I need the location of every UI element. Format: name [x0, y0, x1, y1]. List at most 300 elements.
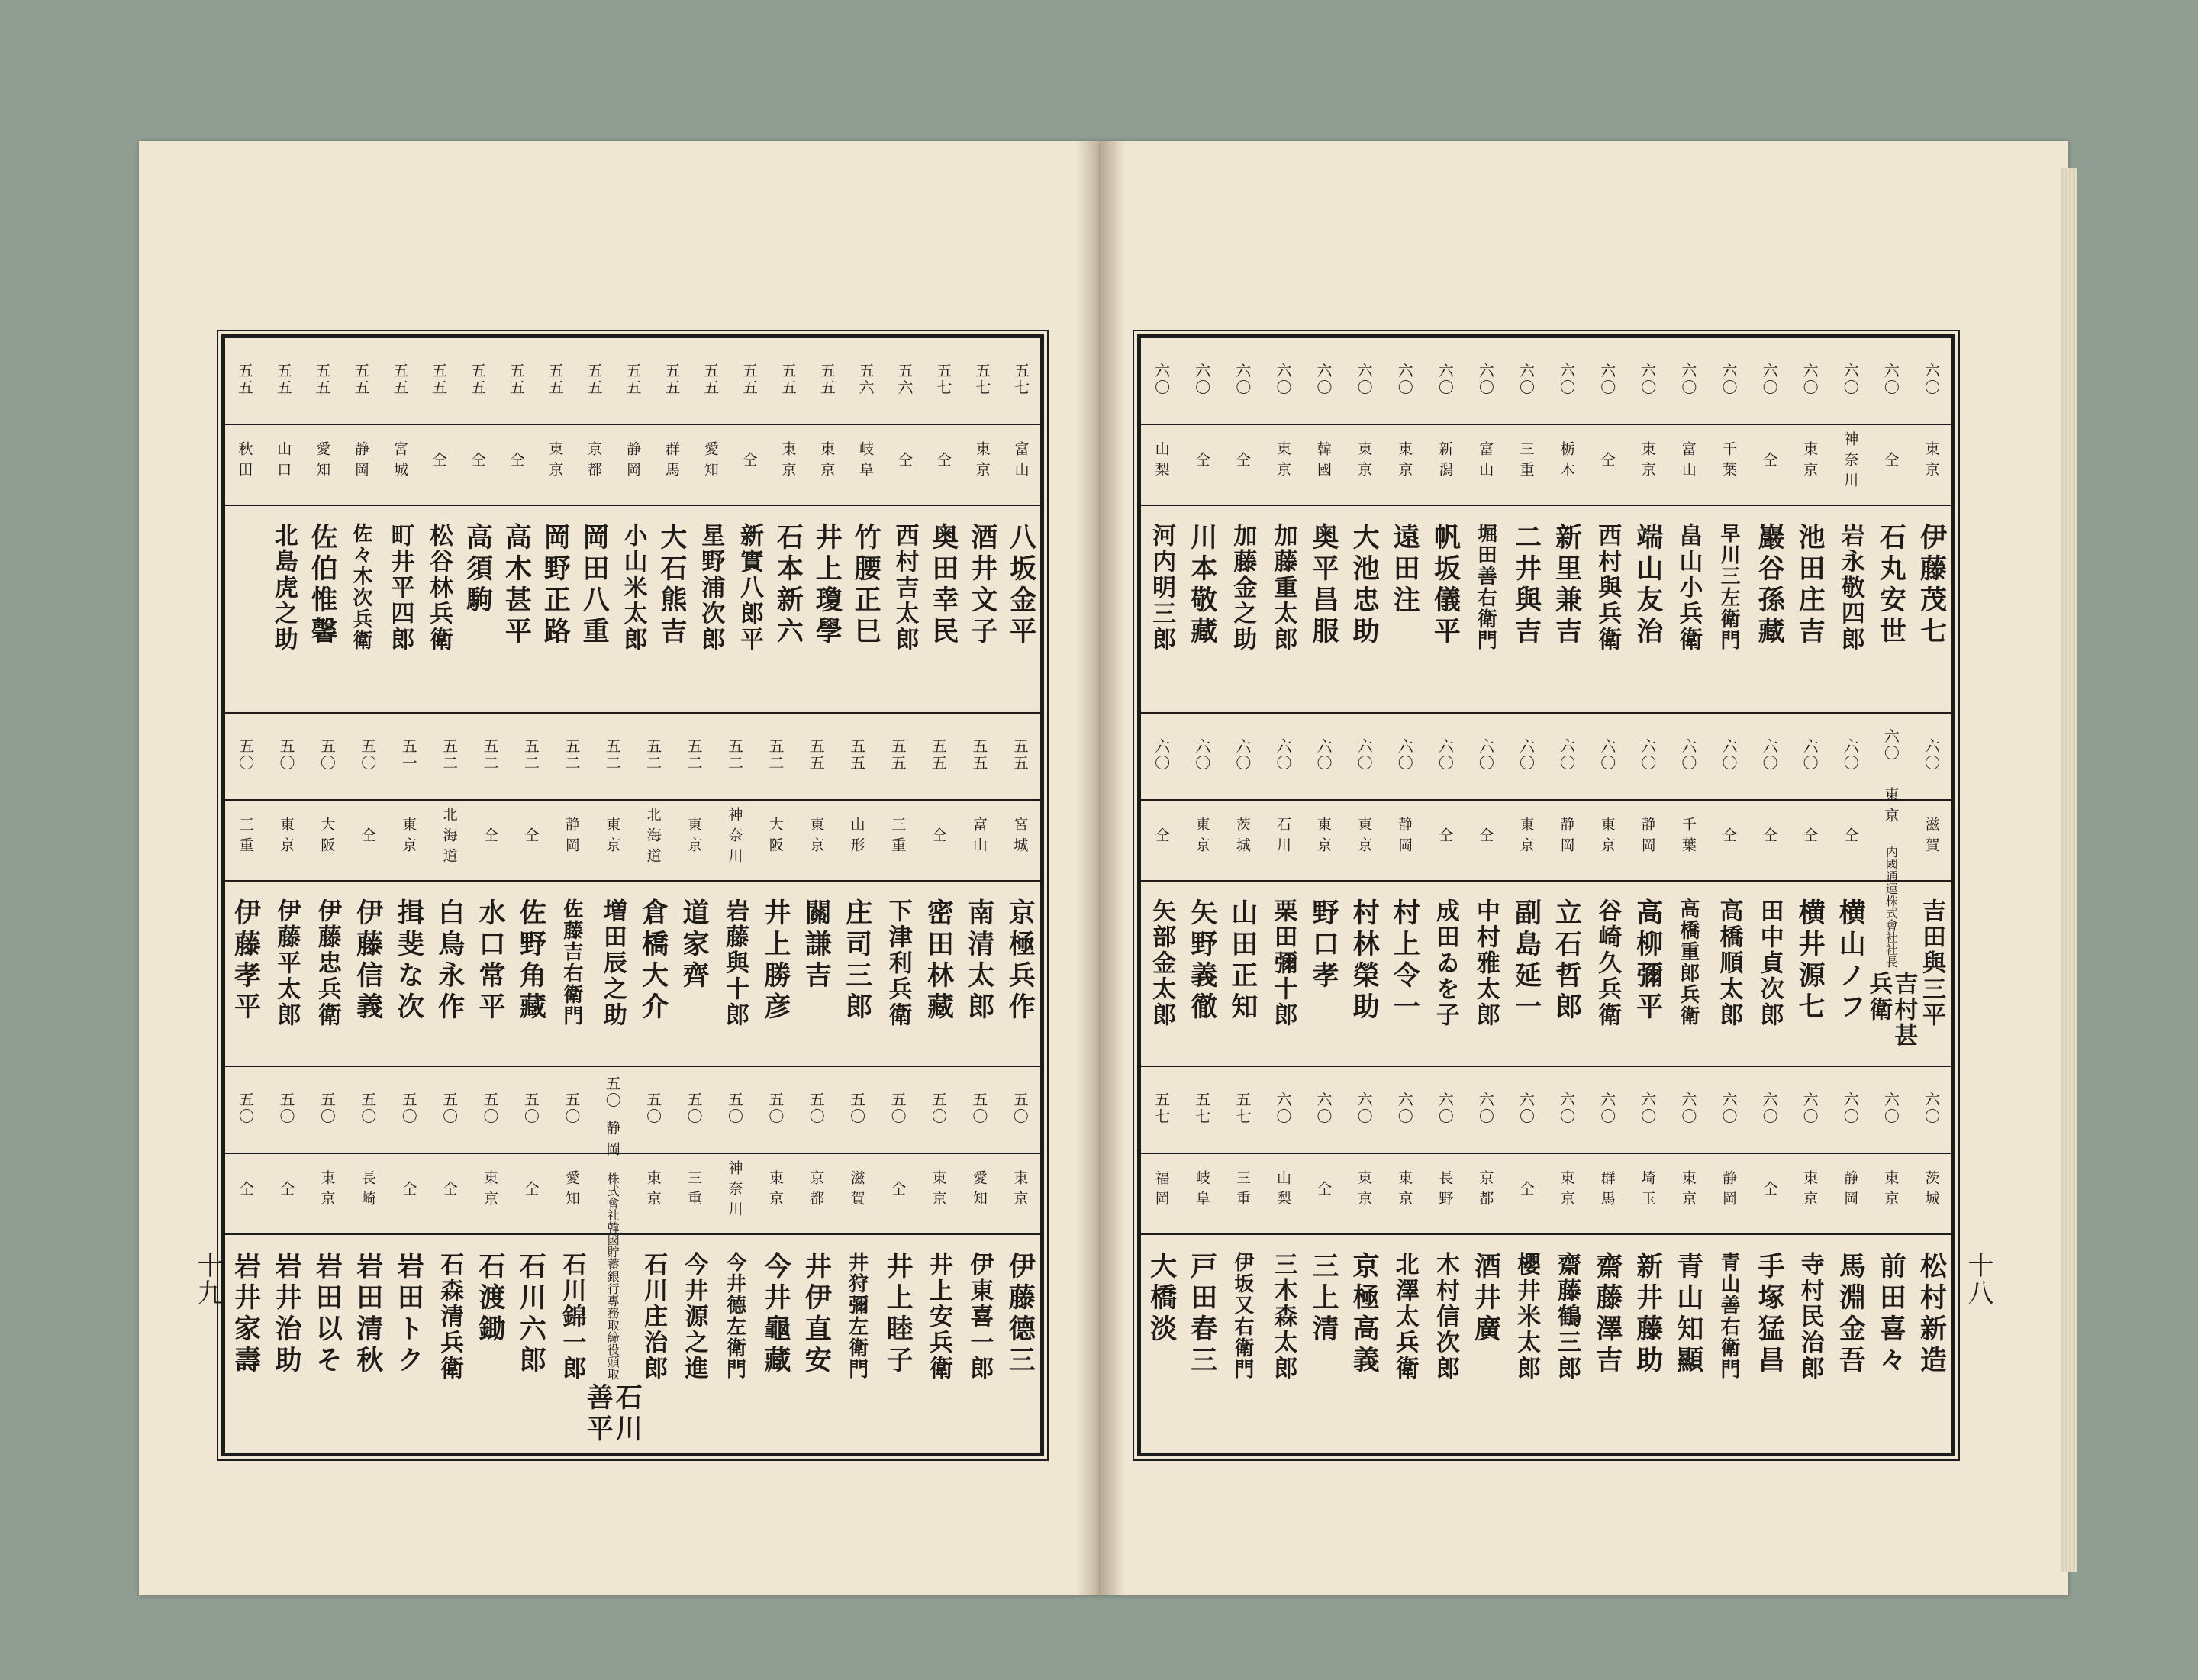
entry-name: 加藤金之助: [1229, 523, 1257, 653]
entry-prefecture: 東京: [1639, 441, 1656, 482]
entry-name: 今井德左衛門: [723, 1252, 746, 1380]
entry-column: [1708, 1067, 1748, 1453]
entry-column: [1181, 714, 1222, 1066]
entry-column: [1262, 1067, 1303, 1453]
right-page-table: [1137, 334, 1955, 1456]
entry-prefecture: 東京: [685, 817, 703, 858]
entry-prefecture: 山形: [848, 817, 865, 858]
entry-name: 水口常平: [475, 898, 507, 1024]
entry-prefecture: 仝: [1315, 1180, 1333, 1201]
entry-column: [511, 714, 551, 1066]
entry-column: [673, 1067, 714, 1453]
entry-column: [1546, 1067, 1587, 1453]
entry-column: [307, 714, 347, 1066]
entry-prefecture: 仝: [889, 1180, 907, 1201]
entry-column: [807, 338, 846, 712]
entry-prefecture: 仝: [522, 1180, 540, 1201]
entry-name: 今井源之進: [680, 1252, 708, 1382]
entry-column: [1000, 1067, 1040, 1453]
entry-band: [1141, 714, 1951, 1067]
entry-name: 北澤太兵衛: [1391, 1252, 1419, 1382]
entry-age: 五〇: [236, 738, 255, 772]
entry-prefecture: 静岡: [1719, 1170, 1737, 1211]
entry-column: [1587, 1067, 1627, 1453]
entry-name: 伊坂又右衛門: [1230, 1252, 1254, 1380]
entry-age: 六〇: [1516, 1092, 1536, 1125]
entry-name: 伊藤平太郎: [272, 898, 301, 1028]
entry-column: [575, 338, 614, 712]
entry-age: 六〇: [1841, 738, 1860, 772]
entry-name: 増田辰之助: [598, 898, 627, 1028]
entry-age: 六〇: [1436, 363, 1455, 396]
entry-column: [614, 338, 653, 712]
entry-name: 齋藤鶴三郎: [1553, 1252, 1581, 1382]
entry-prefecture: 三重: [889, 817, 907, 858]
entry-name: 巖谷孫藏: [1754, 523, 1786, 648]
entry-age: 五〇: [643, 1092, 662, 1125]
entry-prefecture: 大阪: [766, 817, 784, 858]
entry-column: [1708, 714, 1748, 1066]
entry-prefecture: 静岡: [352, 441, 369, 482]
entry-prefecture: 仝: [237, 1180, 254, 1201]
entry-column: [769, 338, 807, 712]
entry-age: 六〇: [1922, 363, 1941, 396]
entry-age: 六〇: [1881, 1092, 1900, 1125]
entry-prefecture: 千葉: [1679, 817, 1697, 858]
entry-name: 岩藤與十郎: [720, 898, 749, 1028]
entry-prefecture: 三重: [685, 1170, 703, 1211]
entry-column: [225, 1067, 266, 1453]
entry-age: 五二: [603, 738, 622, 772]
entry-age: 六〇: [1719, 738, 1738, 772]
entry-prefecture: 東京: [1274, 441, 1291, 482]
entry-column: [388, 714, 429, 1066]
entry-age: 六〇: [1476, 363, 1495, 396]
entry-column: [1668, 1067, 1708, 1453]
entry-name: 町井平四郎: [386, 523, 414, 653]
entry-prefecture: 山梨: [1274, 1170, 1291, 1211]
entry-age: 六〇: [1152, 363, 1171, 396]
entry-age: 六〇: [1881, 728, 1900, 763]
entry-column: [551, 714, 591, 1066]
entry-column: [1871, 338, 1911, 712]
entry-column: [1000, 714, 1040, 1066]
entry-name: 栗田彌十郎: [1269, 898, 1297, 1028]
entry-name: 石森清兵衛: [436, 1252, 464, 1382]
left-page-table: [221, 334, 1044, 1456]
entry-prefecture: 東京: [1355, 817, 1373, 858]
entry-age: 六〇: [1841, 363, 1860, 396]
entry-prefecture: 東京: [1193, 817, 1210, 858]
entry-column: [1864, 714, 1918, 1066]
entry-prefecture: 山梨: [1152, 441, 1170, 482]
entry-prefecture: 仝: [1477, 827, 1494, 848]
entry-name: 八坂金平: [1005, 523, 1037, 648]
entry-age: 六〇: [1233, 738, 1252, 772]
entry-prefecture: 茨城: [1233, 817, 1251, 858]
entry-column: [429, 714, 469, 1066]
entry-name: 京極高義: [1349, 1252, 1381, 1377]
entry-prefecture: 静岡: [1639, 817, 1656, 858]
entry-prefecture: 仝: [482, 827, 499, 848]
entry-name: 岩田以そ: [311, 1252, 343, 1377]
entry-name: 矢部金太郎: [1148, 898, 1176, 1028]
entry-name: 成田ゐを子: [1431, 898, 1459, 1028]
entry-age: 五七: [1192, 1092, 1211, 1125]
entry-name: 松谷林兵衛: [425, 523, 453, 653]
entry-age: 六〇: [1638, 1092, 1657, 1125]
entry-prefecture: 東京: [1315, 817, 1333, 858]
entry-name: 三木森太郎: [1269, 1252, 1297, 1382]
entry-prefecture: 宮城: [1011, 817, 1029, 858]
entry-column: [714, 714, 755, 1066]
entry-age: 五五: [546, 363, 565, 396]
entry-age: 五二: [725, 738, 744, 772]
entry-column: [959, 714, 999, 1066]
entry-name: 池田庄吉: [1794, 523, 1826, 648]
entry-name: 川本敬藏: [1186, 523, 1218, 648]
entry-prefecture: 仝: [1801, 827, 1819, 848]
entry-name: 副島延一: [1510, 898, 1542, 1024]
entry-column: [1222, 338, 1262, 712]
entry-name: 佐々木次兵衛: [349, 523, 372, 651]
entry-age: 六〇: [1436, 1092, 1455, 1125]
entry-prefecture: 滋賀: [848, 1170, 865, 1211]
entry-name: 端山友治: [1632, 523, 1664, 648]
entry-column: [1344, 338, 1384, 712]
entry-age: 五五: [313, 363, 332, 396]
entry-name: 田中貞次郎: [1755, 898, 1784, 1028]
entry-column: [469, 1067, 510, 1453]
entry-age: 六〇: [1800, 1092, 1819, 1125]
entry-name: 庄司三郎: [841, 898, 873, 1024]
entry-age: 五五: [740, 363, 759, 396]
entry-column: [1790, 338, 1830, 712]
entry-age: 六〇: [1760, 363, 1779, 396]
entry-prefecture: 福岡: [1152, 1170, 1170, 1211]
entry-prefecture: 東京: [644, 1170, 662, 1211]
entry-age: 六〇: [1719, 363, 1738, 396]
entry-prefecture: 埼玉: [1639, 1170, 1656, 1211]
entry-prefecture: 群馬: [1598, 1170, 1616, 1211]
entry-prefecture: 仝: [522, 827, 540, 848]
entry-name: 谷崎久兵衛: [1594, 898, 1622, 1028]
entry-age: 六〇: [1800, 363, 1819, 396]
entry-prefecture: 静岡: [1396, 817, 1413, 858]
entry-age: 五五: [929, 738, 948, 772]
entry-prefecture: 山口: [275, 441, 292, 482]
entry-column: [1304, 714, 1344, 1066]
entry-age: 五五: [847, 738, 866, 772]
entry-column: [1181, 338, 1222, 712]
entry-age: 五七: [1152, 1092, 1171, 1125]
entry-column: [511, 1067, 551, 1453]
entry-band: [225, 1067, 1040, 1453]
entry-name: 高須駒: [462, 523, 494, 617]
entry-column: [551, 1067, 591, 1453]
entry-age: 五七: [972, 363, 991, 396]
entry-age: 六〇: [1355, 363, 1374, 396]
entry-age: 六〇: [1395, 363, 1414, 396]
entry-column: [1425, 338, 1465, 712]
entry-prefecture: 仝: [508, 451, 525, 472]
entry-column: [1384, 338, 1425, 712]
entry-age: 五五: [390, 363, 409, 396]
entry-column: [962, 338, 1001, 712]
entry-age: 五〇: [276, 1092, 295, 1125]
entry-name: 青山知顯: [1672, 1252, 1704, 1377]
entry-name: 新實八郎平: [736, 523, 764, 653]
entry-name: 倉橋大介: [637, 898, 669, 1024]
entry-name: 北島虎之助: [269, 523, 298, 653]
entry-name: 密田林藏: [923, 898, 955, 1024]
entry-age: 五〇: [358, 1092, 377, 1125]
entry-age: 六〇: [1597, 363, 1616, 396]
entry-column: [691, 338, 730, 712]
entry-age: 六〇: [1557, 738, 1576, 772]
entry-age: 五〇: [317, 738, 337, 772]
entry-age: 六〇: [1597, 1092, 1616, 1125]
entry-column: [225, 714, 266, 1066]
entry-name: 京極兵作: [1004, 898, 1036, 1024]
entry-name: 岡野正路: [540, 523, 572, 648]
entry-prefecture: 長野: [1436, 1170, 1454, 1211]
entry-prefecture: 東京: [546, 441, 564, 482]
entry-age: 六〇: [1557, 363, 1576, 396]
entry-prefecture: 滋賀: [1922, 817, 1940, 858]
entry-age: 五〇: [847, 1092, 866, 1125]
entry-column: [1141, 338, 1181, 712]
entry-name: 井上勝彦: [759, 898, 791, 1024]
entry-prefecture: 新潟: [1436, 441, 1454, 482]
entry-age: 六〇: [1719, 1092, 1738, 1125]
entry-prefecture: 愛知: [701, 441, 719, 482]
entry-prefecture: 仝: [359, 827, 376, 848]
entry-prefecture: 静岡: [562, 817, 580, 858]
entry-note: 内國通運株式會社社長: [1884, 845, 1899, 968]
entry-name: 馬淵金吾: [1835, 1252, 1867, 1377]
entry-name: 關謙吉: [801, 898, 833, 992]
entry-age: 五七: [1011, 363, 1030, 396]
entry-band: [225, 338, 1040, 714]
entry-prefecture: 神奈川: [726, 806, 743, 869]
entry-prefecture: 仝: [430, 451, 447, 472]
entry-age: 六〇: [1881, 363, 1900, 396]
entry-column: [959, 1067, 999, 1453]
page-number-right: 十八: [1963, 1252, 1993, 1307]
entry-age: 五二: [440, 738, 459, 772]
entry-name: 伊藤孝平: [230, 898, 262, 1024]
entry-column: [592, 714, 633, 1066]
page-edges: [2061, 168, 2077, 1572]
entry-prefecture: 東京: [1679, 1170, 1697, 1211]
entry-name: 青山善右衛門: [1716, 1252, 1740, 1380]
entry-column: [877, 714, 917, 1066]
entry-column: [266, 1067, 306, 1453]
entry-age: 六〇: [1395, 738, 1414, 772]
entry-prefecture: 東京: [1355, 1170, 1373, 1211]
entry-column: [497, 338, 536, 712]
entry-age: 六〇: [1152, 738, 1171, 772]
entry-column: [1506, 714, 1546, 1066]
entry-name: 佐野角藏: [515, 898, 547, 1024]
entry-column: [1344, 714, 1384, 1066]
entry-column: [1141, 1067, 1181, 1453]
entry-name: 今井龜藏: [759, 1252, 791, 1377]
entry-name: 西村吉太郎: [891, 523, 919, 653]
entry-name: 伊藤忠兵衛: [313, 898, 341, 1028]
entry-name: 高橋重郎兵衛: [1676, 898, 1700, 1027]
entry-prefecture: 東京: [318, 1170, 336, 1211]
entry-age: 五六: [856, 363, 875, 396]
entry-age: 六〇: [1476, 738, 1495, 772]
entry-age: 六〇: [1922, 738, 1941, 772]
entry-column: [388, 1067, 429, 1453]
entry-column: [1506, 1067, 1546, 1453]
entry-name: 立石哲郎: [1551, 898, 1583, 1024]
entry-name: 横山ノフ: [1835, 898, 1867, 1024]
entry-age: 五五: [807, 738, 826, 772]
entry-age: 六〇: [1760, 1092, 1779, 1125]
entry-prefecture: 東京: [973, 441, 991, 482]
entry-name: 下津利兵衛: [884, 898, 912, 1028]
entry-name: 大石熊吉: [656, 523, 688, 648]
page-number-left: 十九: [192, 1252, 223, 1307]
entry-age: 五〇: [481, 1092, 500, 1125]
entry-prefecture: 東京: [1355, 441, 1373, 482]
entry-age: 五五: [585, 363, 604, 396]
entry-column: [918, 1067, 959, 1453]
entry-name: 白鳥永作: [433, 898, 466, 1024]
entry-prefecture: 長崎: [359, 1170, 376, 1211]
entry-age: 六〇: [1516, 738, 1536, 772]
entry-name: 佐伯惟馨: [307, 523, 339, 648]
entry-age: 六〇: [1273, 738, 1292, 772]
entry-age: 五五: [1010, 738, 1030, 772]
entry-name: 道家齊: [678, 898, 711, 992]
entry-prefecture: 仝: [895, 451, 913, 472]
entry-age: 五五: [969, 738, 988, 772]
entry-name: 星野浦次郎: [697, 523, 725, 653]
entry-column: [755, 714, 795, 1066]
entry-age: 六〇: [1638, 363, 1657, 396]
entry-age: 五二: [481, 738, 500, 772]
entry-name: 櫻井米太郎: [1513, 1252, 1541, 1382]
entry-column: [1546, 338, 1587, 712]
entry-age: 五五: [274, 363, 293, 396]
entry-prefecture: 東京: [1882, 786, 1900, 828]
entry-column: [1627, 714, 1668, 1066]
entry-column: [1262, 714, 1303, 1066]
entry-age: 五二: [765, 738, 785, 772]
entry-column: [1830, 714, 1871, 1066]
entry-prefecture: 秋田: [236, 441, 253, 482]
entry-name: 前田喜々: [1875, 1252, 1907, 1377]
entry-name: 奥平昌服: [1308, 523, 1340, 648]
entry-age: 六〇: [1597, 738, 1616, 772]
entry-prefecture: 京都: [807, 1170, 825, 1211]
entry-prefecture: 東京: [1801, 441, 1819, 482]
entry-age: 五五: [817, 363, 836, 396]
entry-age: 六〇: [1233, 363, 1252, 396]
entry-prefecture: 東京: [1801, 1170, 1819, 1211]
entry-prefecture: 韓國: [1315, 441, 1333, 482]
entry-prefecture: 富山: [1012, 441, 1030, 482]
entry-column: [1830, 1067, 1871, 1453]
entry-name: 伊東喜一郎: [965, 1252, 994, 1382]
entry-column: [303, 338, 342, 712]
entry-column: [1911, 338, 1951, 712]
entry-name: 岩田清秋: [352, 1252, 384, 1377]
entry-column: [469, 714, 510, 1066]
entry-age: 六〇: [1476, 1092, 1495, 1125]
entry-name: 小山米太郎: [619, 523, 647, 653]
entry-age: 六〇: [1841, 1092, 1860, 1125]
entry-prefecture: 東京: [818, 441, 836, 482]
entry-column: [1627, 338, 1668, 712]
entry-name: 村林榮助: [1349, 898, 1381, 1024]
entry-name: 岩井治助: [270, 1252, 302, 1377]
entry-name: 岩永敬四郎: [1836, 523, 1864, 653]
entry-column: [836, 1067, 877, 1453]
entry-column: [347, 1067, 388, 1453]
entry-name: 中村雅太郎: [1471, 898, 1500, 1028]
entry-column: [1749, 714, 1790, 1066]
entry-prefecture: 東京: [1882, 1170, 1900, 1211]
entry-column: [429, 1067, 469, 1453]
entry-prefecture: 東京: [277, 817, 295, 858]
entry-prefecture: 富山: [1679, 441, 1697, 482]
entry-age: 六〇: [1273, 1092, 1292, 1125]
entry-column: [918, 714, 959, 1066]
entry-name: 伊藤茂七: [1916, 523, 1948, 648]
entry-name: 新里兼吉: [1551, 523, 1583, 648]
entry-column: [419, 338, 458, 712]
entry-name: 酒井文子: [966, 523, 998, 648]
entry-name: 岩田トク: [393, 1252, 425, 1377]
entry-age: 五〇: [603, 1075, 622, 1109]
entry-column: [730, 338, 769, 712]
entry-age: 五五: [468, 363, 487, 396]
entry-name: 竹腰正巳: [850, 523, 882, 648]
entry-name: 井伊直安: [801, 1252, 833, 1377]
entry-column: [1911, 1067, 1951, 1453]
entry-column: [1222, 1067, 1262, 1453]
entry-prefecture: 仝: [1882, 451, 1900, 472]
entry-column: [846, 338, 885, 712]
entry-column: [1871, 1067, 1911, 1453]
entry-column: [1425, 1067, 1465, 1453]
entry-name: 吉村甚兵衛: [1864, 970, 1918, 1049]
entry-band: [1141, 338, 1951, 714]
entry-prefecture: 北海道: [440, 806, 458, 869]
entry-age: 六〇: [1355, 738, 1374, 772]
entry-column: [1790, 1067, 1830, 1453]
entry-age: 五五: [662, 363, 681, 396]
entry-age: 六〇: [1760, 738, 1779, 772]
entry-prefecture: 仝: [1842, 827, 1859, 848]
entry-column: [1668, 714, 1708, 1066]
entry-column: [1708, 338, 1748, 712]
entry-name: 野口孝: [1308, 898, 1340, 992]
entry-prefecture: 静岡: [604, 1120, 621, 1162]
entry-age: 五〇: [888, 1092, 907, 1125]
entry-prefecture: 東京: [1396, 1170, 1413, 1211]
entry-name: 寺村民治郎: [1796, 1252, 1824, 1382]
entry-name: 石渡鋤: [475, 1252, 507, 1346]
entry-name: 横井源七: [1794, 898, 1826, 1024]
entry-column: [1465, 714, 1506, 1066]
